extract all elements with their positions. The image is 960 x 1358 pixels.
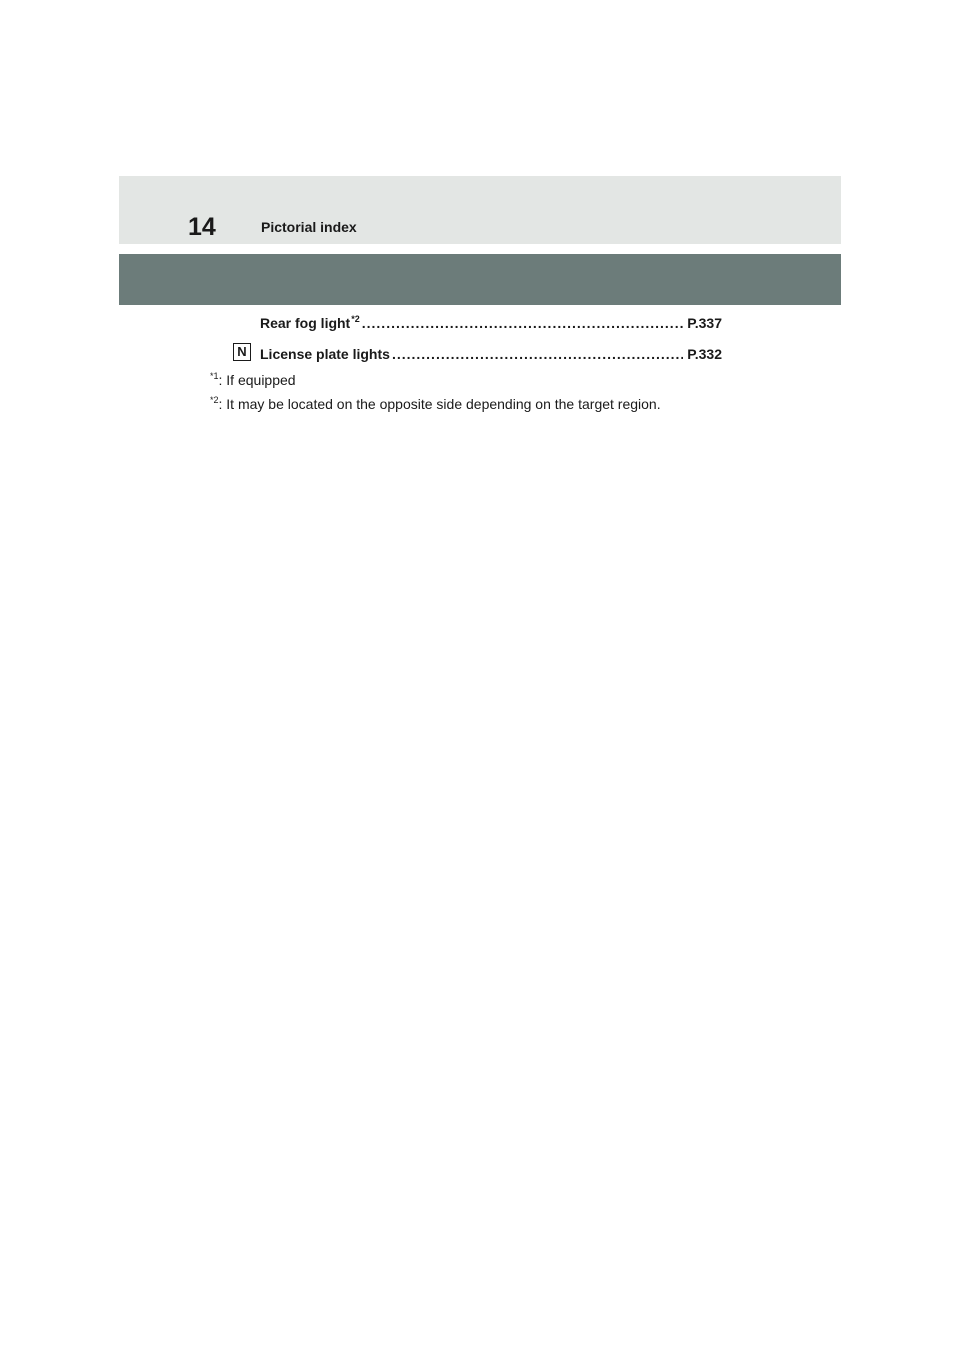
page-number: 14: [188, 213, 216, 241]
footnote-mark: *2: [351, 314, 360, 324]
item-letter-marker: N: [233, 343, 251, 361]
page-reference-link[interactable]: P.337: [687, 315, 722, 331]
footnote-2: [210, 395, 661, 413]
header-bar: [119, 176, 841, 244]
footnote-mark: *2: [210, 395, 219, 405]
footnote-1: [210, 371, 296, 389]
footnote-mark: *1: [210, 371, 219, 381]
footnote-text: : If equipped: [218, 372, 296, 388]
entry-label: Rear fog light$^{*2}$: [260, 314, 360, 331]
footnote-text: : It may be located on the opposite side depending on the target region.: [218, 396, 661, 412]
section-title: Pictorial index: [261, 219, 357, 235]
page-reference-link[interactable]: P.332: [687, 346, 722, 362]
index-entry-license-plate-lights: [260, 345, 722, 363]
section-band: [119, 254, 841, 305]
index-entry-rear-fog-light: [260, 314, 722, 332]
dot-leader: [392, 345, 683, 363]
entry-label: License plate lights: [260, 346, 390, 362]
dot-leader: [362, 314, 683, 332]
